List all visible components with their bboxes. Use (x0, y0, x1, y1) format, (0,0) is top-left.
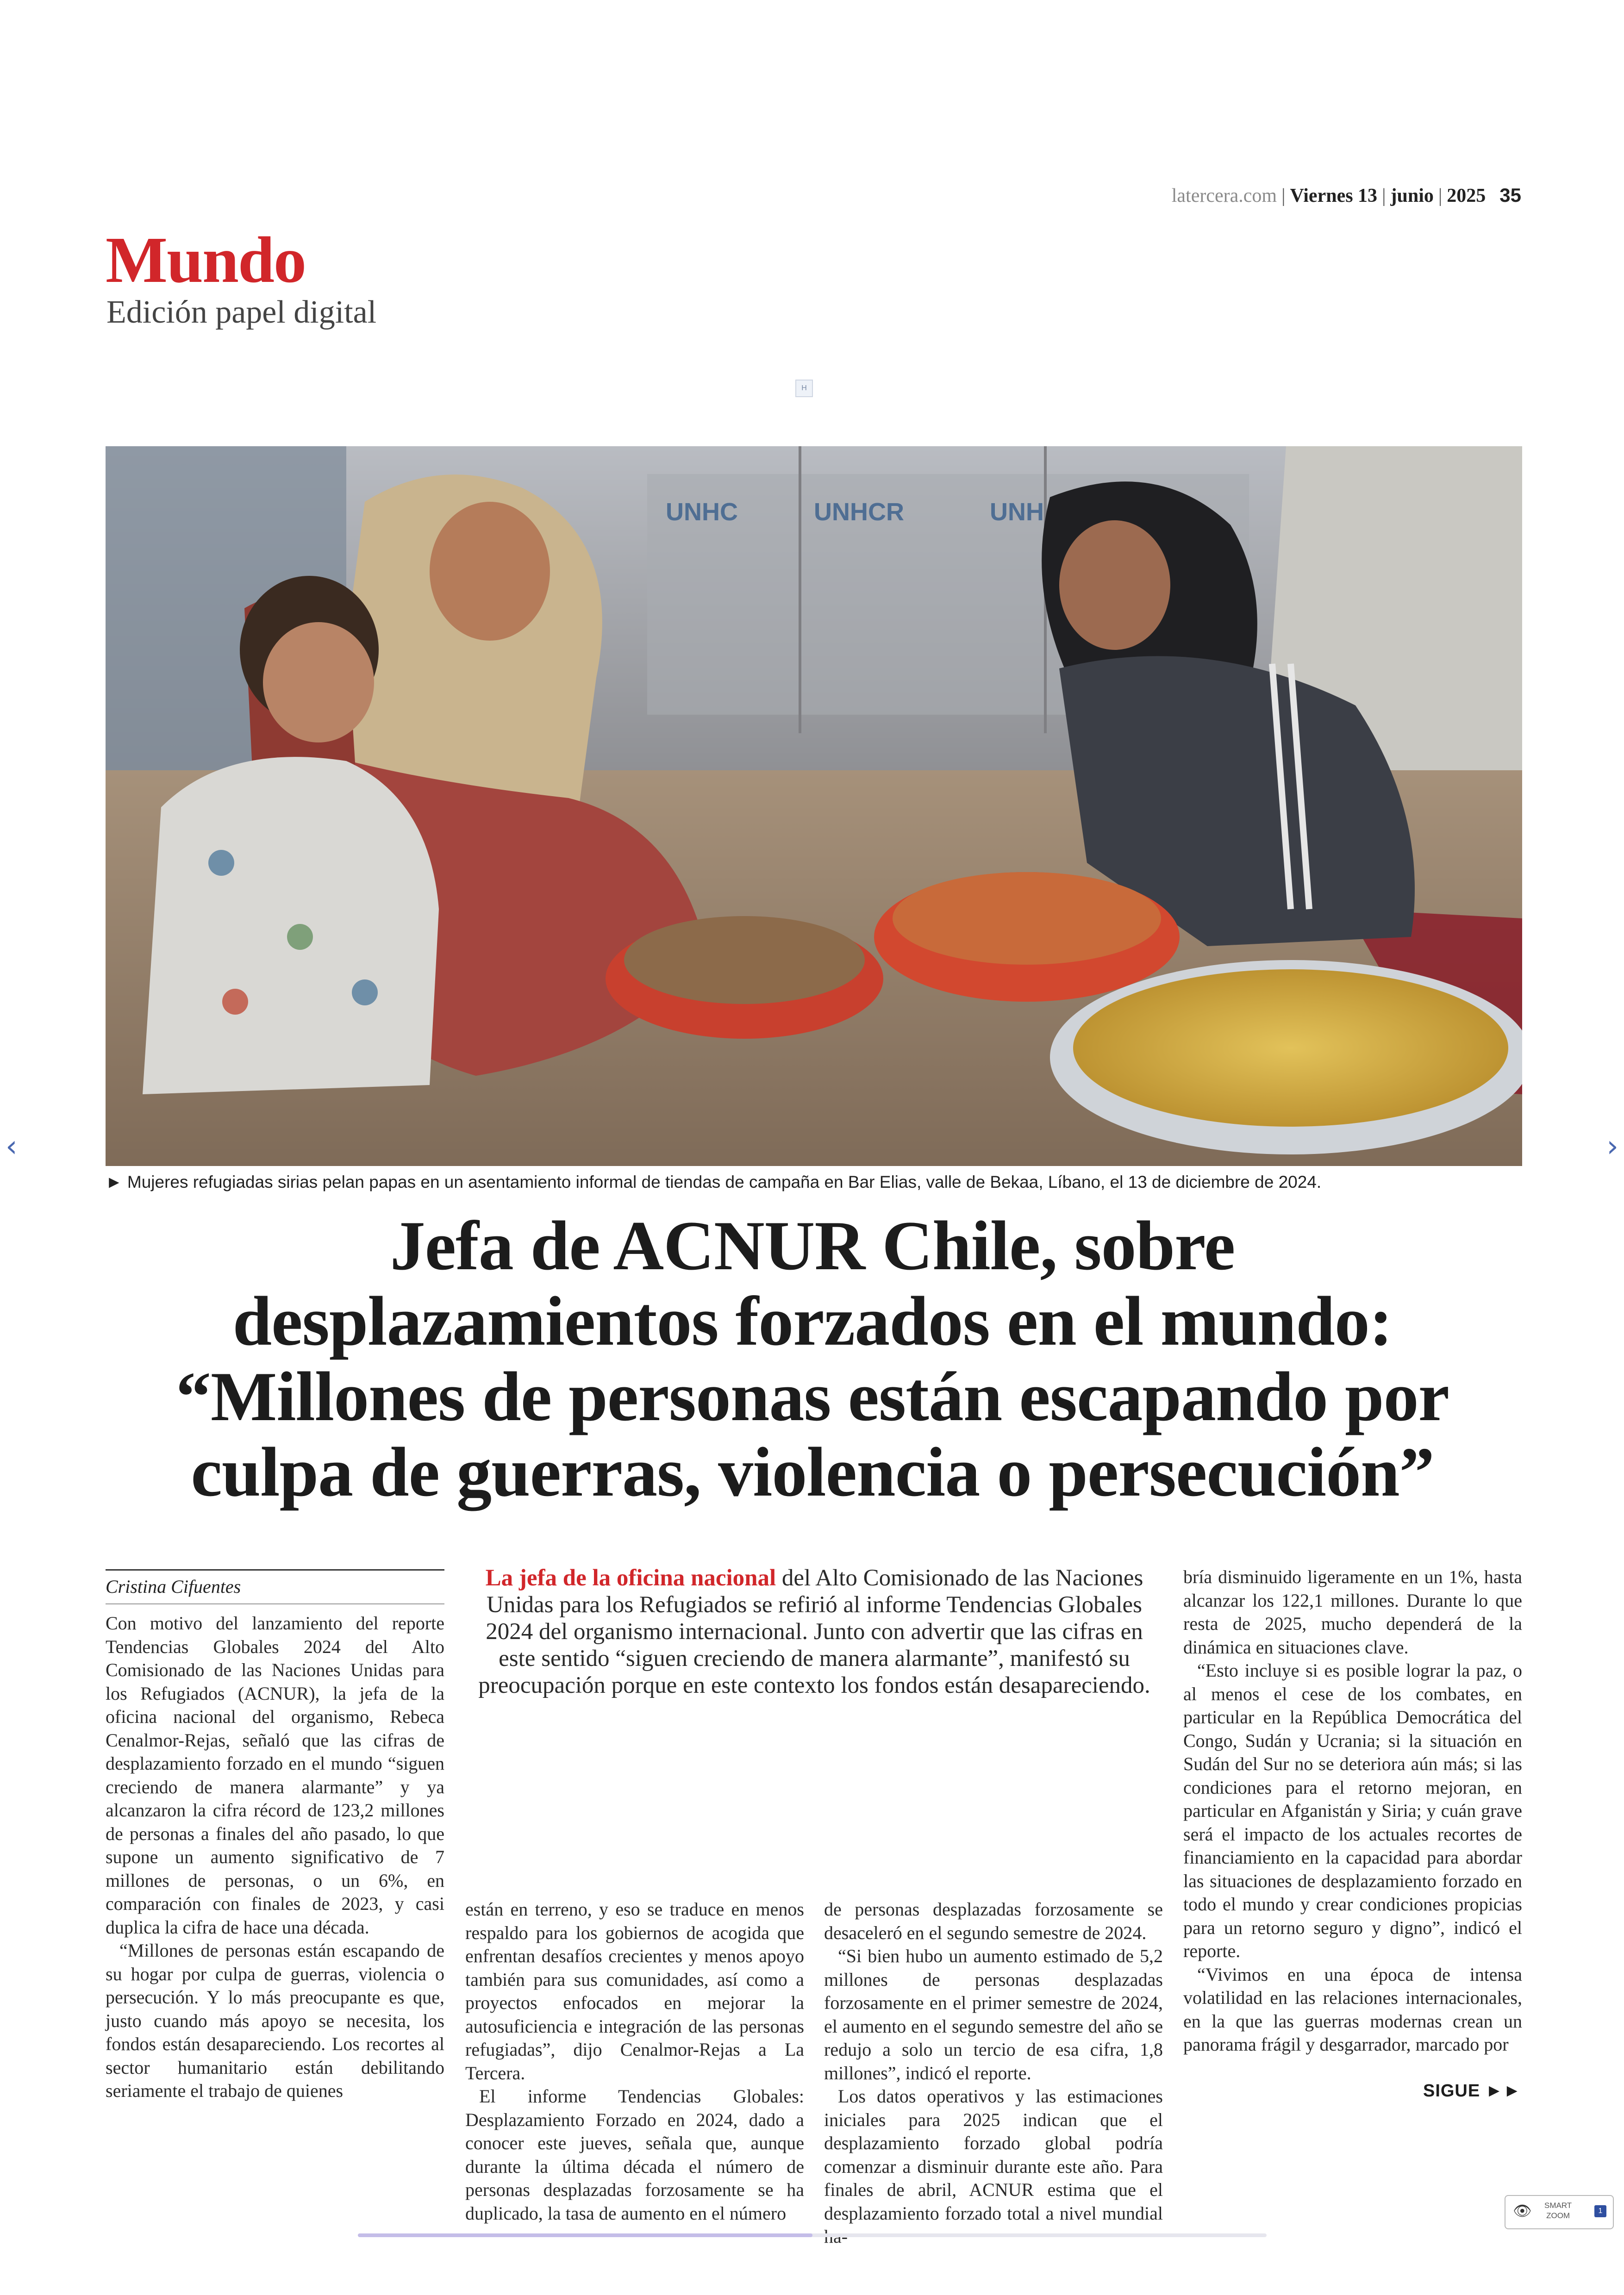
paragraph: “Millones de personas están escapando de su hogar por culpa de guerras, violencia o persecución. Y lo más preocupante es que, justo cuando más apoyo se necesita, los fondos están desapareciendo. Los recortes al sector humanitario están debilitando seriamente el trabajo de quienes (106, 1940, 444, 2101)
previous-page-icon[interactable]: ‹ (6, 1129, 18, 1164)
photo-caption: ► Mujeres refugiadas sirias pelan papas en un asentamiento informal de tiendas de campaña en Bar Elias, valle de Bekaa, Líbano, el 13 de diciembre de 2024. (106, 1172, 1322, 1191)
folio-separator: | (1438, 185, 1443, 206)
section-title: Mundo (106, 223, 306, 296)
paragraph: bría disminuido ligeramente en un 1%, hasta alcanzar los 122,1 millones. Durante lo que resta de 2025, mucho dependerá de la dinámica en situaciones clave. (1183, 1566, 1522, 1658)
potato-peels (624, 916, 865, 1004)
child-face (263, 622, 374, 742)
paragraph: “Si bien hubo un aumento estimado de 5,2 millones de personas desplazadas forzosamente en el primer semestre de 2024, el aumento en el segundo semestre del año se redujo a solo un tercio de esa cifra, 1,8 millones”, indicó el reporte. (824, 1946, 1163, 2083)
folio-separator: | (1382, 185, 1386, 206)
column-3 (824, 1898, 1163, 2249)
author-rule (106, 1569, 444, 1571)
folio-separator: | (1281, 185, 1286, 206)
paragraph: están en terreno, y eso se traduce en menos respaldo para los gobiernos de acogida que enfrentan desafíos crecientes y menos apoyo también para sus comunidades, así como a proyectos enfocados en mejorar la autosuficiencia e integración de las personas refugiadas”, dijo Cenalmor-Rejas a La Tercera. (465, 1899, 804, 2083)
headline-line: Jefa de ACNUR Chile, sobre (390, 1207, 1235, 1285)
tent-logo-text: UNH (990, 498, 1044, 526)
paragraph: “Vivimos en una época de intensa volatilidad en las relaciones internacionales, en la que las guerras modernas crean un panorama frágil y desgarrador, marcado por (1183, 1964, 1522, 2055)
column-2 (465, 1898, 804, 2225)
tent-logo-text: UNHCR (814, 498, 904, 526)
folio-year: 2025 (1447, 185, 1486, 206)
continue-label: SIGUE ►► (1423, 2081, 1521, 2101)
paragraph: “Esto incluye si es posible lograr la paz, o al menos el cese de los combates, en particular en la República Democrática del Congo, Sudán y Ucrania; si la situación en Sudán del Sur no se deteriora aún más; si las condiciones para el retorno mejoran, en particular en Afganistán y Siria; y cuán grave será el impacto de los actuales recortes de financiamiento en la capacidad para abordar las situaciones de desplazamiento forzado en todo el mundo y crear condiciones propicias para un retorno seguro y digno”, indicó el reporte. (1183, 1660, 1522, 1961)
headline-line: desplazamientos forzados en el mundo: (232, 1282, 1393, 1360)
smart-zoom-button[interactable] (1505, 2195, 1614, 2229)
paragraph: Los datos operativos y las estimaciones iniciales para 2025 indican que el desplazamiento forzado global podría comenzar a disminuir durante este año. Para finales de abril, ACNUR estima que el desplazamiento forzado total a nivel mundial (824, 2086, 1163, 2224)
headline (93, 1208, 1532, 1510)
paragraph: El informe Tendencias Globales: Desplazamiento Forzado en 2024, dado a conocer este jueves, señala que, aunque durante la última década el número de personas desplazadas forzosamente se ha duplicado, la tasa de aumento en el número (465, 2086, 804, 2224)
woman-right-face (1059, 520, 1170, 650)
next-page-icon[interactable]: › (1606, 1129, 1618, 1164)
paragraph: de personas desplazadas forzosamente se desaceleró en el segundo semestre de 2024. (824, 1899, 1163, 1943)
child-pajamas (143, 757, 439, 1094)
smart-zoom-label-line: SMART (1544, 2201, 1572, 2210)
column-1 (106, 1612, 444, 2103)
author-rule-bottom (106, 1603, 444, 1604)
ad-marker-icon: H (795, 380, 813, 397)
photo-illustration (106, 446, 1522, 1166)
folio-month: junio (1390, 185, 1434, 206)
tent-logo-text: UNHC (666, 498, 738, 526)
smart-zoom-badge: 1 (1594, 2205, 1606, 2217)
lead-text: del Alto Comisionado de las Naciones Unidas para los Refugiados se refirió al informe Tendencias Globales 2024 del organismo internacional. Junto con advertir que las cifras en este sentido “siguen creciendo de manera alarmante”, manifestó su preocupación porque en este contexto los fondos están desapareciendo. (478, 1565, 1150, 1698)
paragraph: Con motivo del lanzamiento del reporte Tendencias Globales 2024 del Alto Comisionado de las Naciones Unidas para los Refugiados (ACNUR), la jefa de la oficina nacional del organismo, Rebeca Cenalmor-Rejas, señaló que las cifras de desplazamiento forzado en el mundo “siguen creciendo de manera alarmante” y ya alcanzaron la cifra récord de 123,2 millones de personas a finales del año pasado, lo que supone un aumento significativo de 7 millones de personas, o un 6%, en comparación con finales de 2023, y casi duplica la cifra de hace una década. (106, 1613, 444, 1938)
water-basin (1073, 969, 1508, 1127)
site-name: latercera.com (1171, 185, 1277, 206)
edition-label: Edición papel digital (106, 294, 377, 330)
smart-zoom-label (1544, 2201, 1572, 2221)
article-lead (465, 1565, 1163, 1699)
page-progress-bar[interactable] (358, 2233, 1267, 2237)
column-4 (1183, 1565, 1522, 2057)
headline-line: “Millones de personas están escapando por (175, 1358, 1449, 1435)
smart-zoom-label-line: ZOOM (1546, 2211, 1570, 2220)
lead-kicker: La jefa de la oficina nacional (485, 1565, 776, 1591)
page-progress-fill (358, 2233, 812, 2237)
page-number: 35 (1499, 184, 1521, 206)
potatoes (893, 872, 1161, 965)
eye-icon: 👁 (1513, 2202, 1532, 2219)
headline-line: culpa de guerras, violencia o persecución” (191, 1433, 1434, 1511)
article-photo (106, 446, 1522, 1166)
page-folio (1172, 184, 1521, 207)
woman-left-face (430, 502, 550, 641)
folio-day: Viernes 13 (1290, 185, 1378, 206)
author-byline: Cristina Cifuentes (106, 1576, 241, 1597)
